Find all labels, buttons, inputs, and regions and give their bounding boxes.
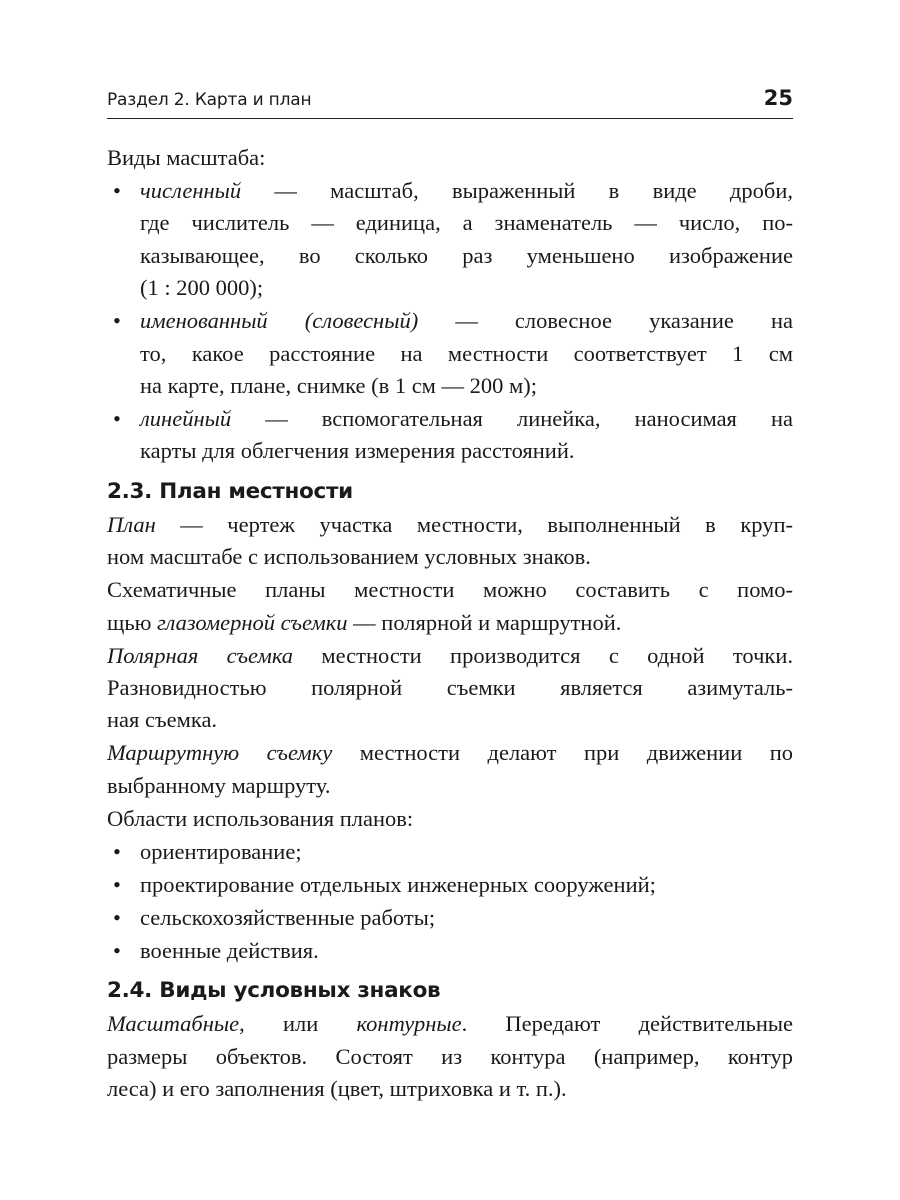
text-run: ная съемка. [107, 707, 218, 733]
italic-term: Маршрутную съемку [107, 740, 333, 766]
bullet-item [107, 935, 793, 967]
bullet-item [107, 902, 793, 934]
text-line [107, 1073, 793, 1105]
italic-term: глазомерной съемки [157, 609, 348, 635]
running-header [107, 86, 793, 119]
bullet-item [107, 869, 793, 901]
bullet-icon: • [113, 904, 121, 930]
bullet-item [107, 175, 793, 305]
paragraph [107, 574, 793, 639]
text-run: Разновидностью полярной съемки является азимуталь- [107, 675, 793, 701]
text-line [140, 836, 793, 868]
text-line [107, 672, 793, 704]
text-line [107, 574, 793, 606]
bullet-item [107, 305, 793, 402]
text-run: — словесное указание на [418, 308, 793, 334]
text-line [107, 142, 793, 174]
text-run: щью [107, 609, 158, 635]
bullet-icon: • [113, 937, 121, 963]
text-run: , или [239, 1011, 357, 1037]
text-line [140, 207, 793, 239]
italic-term: План [107, 511, 156, 537]
text-line [140, 435, 793, 467]
italic-term: линейный [140, 406, 232, 432]
text-run: где числитель — единица, а знаменатель — число, по- [140, 210, 793, 236]
italic-term: контурные [356, 1011, 462, 1037]
text-line [140, 370, 793, 402]
text-line [107, 476, 793, 508]
text-line [107, 737, 793, 769]
text-run: военные действия. [140, 937, 319, 963]
italic-term: Полярная съемка [107, 642, 294, 668]
text-run: (1 : 200 000); [140, 275, 264, 301]
italic-term: численный [140, 178, 242, 203]
text-run: сельскохозяйственные работы; [140, 904, 436, 930]
text-line [140, 869, 793, 901]
text-line [140, 305, 793, 337]
paragraph [107, 640, 793, 737]
text-run: казывающее, во сколько раз уменьшено изображение [140, 242, 793, 268]
paragraph [107, 803, 793, 835]
text-run: на карте, плане, снимке (в 1 см — 200 м); [140, 373, 538, 399]
text-line [107, 541, 793, 573]
bullet-item [107, 836, 793, 868]
text-line [140, 403, 793, 435]
text-run: 2.4. Виды условных знаков [107, 978, 441, 1004]
bullet-icon: • [113, 178, 121, 203]
section-heading [107, 975, 793, 1007]
text-run: местности производится с одной точки. [293, 642, 794, 668]
italic-term: Масштабные [107, 1011, 240, 1037]
text-run: Области использования планов: [107, 805, 414, 831]
text-run: — полярной и маршрутной. [347, 609, 622, 635]
text-line [107, 770, 793, 802]
paragraph [107, 737, 793, 802]
text-line [107, 803, 793, 835]
section-heading [107, 476, 793, 508]
text-run: — чертеж участка местности, выполненный в круп- [155, 511, 793, 537]
bullet-icon: • [113, 406, 121, 432]
text-line [140, 902, 793, 934]
text-line [107, 607, 793, 639]
bullet-icon: • [113, 871, 121, 897]
text-run: ориентирование; [140, 838, 302, 864]
text-run: — масштаб, выраженный в виде дроби, [241, 178, 793, 203]
text-run: Схематичные планы местности можно составить с помо- [107, 577, 793, 603]
text-run: то, какое расстояние на местности соответствует 1 см [140, 340, 793, 366]
paragraph [107, 1008, 793, 1105]
text-run: ном масштабе с использованием условных знаков. [107, 544, 591, 570]
text-line [107, 704, 793, 736]
text-line [140, 240, 793, 272]
text-run: 2.3. План местности [107, 478, 353, 504]
bullet-icon: • [113, 838, 121, 864]
text-line [140, 338, 793, 370]
text-line [107, 640, 793, 672]
text-line [107, 975, 793, 1007]
text-run: выбранному маршруту. [107, 772, 331, 798]
bullet-item [107, 403, 793, 468]
text-line [140, 935, 793, 967]
text-run: проектирование отдельных инженерных сооружений; [140, 871, 656, 897]
text-run: местности делают при движении по [332, 740, 793, 766]
text-line [140, 175, 793, 207]
italic-term: именованный (словесный) [140, 308, 419, 334]
page-number: 25 [763, 86, 793, 110]
text-line [107, 1041, 793, 1073]
text-run: Виды масштаба: [107, 145, 266, 170]
text-line [140, 272, 793, 304]
section-title: Раздел 2. Карта и план [107, 90, 312, 110]
text-run: карты для облегчения измерения расстояний. [140, 438, 575, 464]
text-line [107, 509, 793, 541]
text-line [107, 1008, 793, 1040]
text-run: — вспомогательная линейка, наносимая на [231, 406, 793, 432]
page-body [107, 142, 793, 1106]
text-run: размеры объектов. Состоят из контура (например, контур [107, 1043, 793, 1069]
bullet-icon: • [113, 308, 121, 334]
paragraph [107, 142, 793, 174]
text-run: леса) и его заполнения (цвет, штриховка и т. п.). [107, 1076, 567, 1102]
paragraph [107, 509, 793, 574]
text-run: . Передают действительные [461, 1011, 794, 1037]
